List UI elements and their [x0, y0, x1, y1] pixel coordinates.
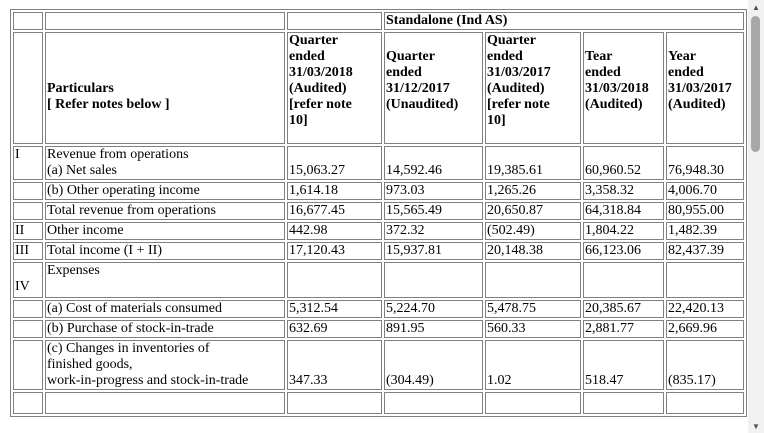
row-number: II	[13, 222, 43, 240]
value-cell: 17,120.43	[287, 242, 382, 260]
value-cell: 1,804.22	[583, 222, 664, 240]
value-cell: 5,478.75	[485, 300, 581, 318]
row-label: (a) Cost of materials consumed	[45, 300, 285, 318]
value-cell: 632.69	[287, 320, 382, 338]
row-label: Total income (I + II)	[45, 242, 285, 260]
value-cell: 19,385.61	[485, 146, 581, 180]
row-number: III	[13, 242, 43, 260]
value-cell	[287, 392, 382, 414]
value-cell: 3,358.32	[583, 182, 664, 200]
row-label: (c) Changes in inventories of finished goods, work-in-progress and stock-in-trade	[45, 340, 285, 390]
table-row	[13, 340, 744, 390]
column-header: Year ended 31/03/2017 (Audited)	[666, 32, 744, 144]
value-cell: 5,312.54	[287, 300, 382, 318]
value-cell: 20,385.67	[583, 300, 664, 318]
row-number	[13, 392, 43, 414]
value-cell: 891.95	[384, 320, 483, 338]
value-cell: 20,650.87	[485, 202, 581, 220]
value-cell: 82,437.39	[666, 242, 744, 260]
table-row	[13, 222, 744, 240]
particulars-header: Particulars [ Refer notes below ]	[45, 32, 285, 144]
value-cell	[287, 262, 382, 298]
column-header: Quarter ended 31/03/2017 (Audited) [refer note 10]	[485, 32, 581, 144]
header-group-row	[13, 12, 744, 30]
value-cell: 1.02	[485, 340, 581, 390]
value-cell	[485, 262, 581, 298]
row-number: I	[13, 146, 43, 180]
value-cell	[666, 262, 744, 298]
value-cell: 1,482.39	[666, 222, 744, 240]
row-label: Other income	[45, 222, 285, 240]
group-header: Standalone (Ind AS)	[384, 12, 744, 30]
value-cell: 347.33	[287, 340, 382, 390]
row-label: Expenses	[45, 262, 285, 298]
table-row	[13, 320, 744, 338]
value-cell: 518.47	[583, 340, 664, 390]
vertical-scrollbar[interactable]	[748, 0, 764, 433]
table-row	[13, 242, 744, 260]
row-number	[13, 320, 43, 338]
row-label: (b) Purchase of stock-in-trade	[45, 320, 285, 338]
value-cell: 1,614.18	[287, 182, 382, 200]
row-label: (b) Other operating income	[45, 182, 285, 200]
value-cell: 76,948.30	[666, 146, 744, 180]
table-row	[13, 202, 744, 220]
value-cell: 20,148.38	[485, 242, 581, 260]
table-row	[13, 300, 744, 318]
row-number	[13, 340, 43, 390]
row-number	[13, 300, 43, 318]
scroll-up-icon[interactable]: ▲	[752, 2, 760, 12]
column-header: Quarter ended 31/03/2018 (Audited) [refer note 10]	[287, 32, 382, 144]
value-cell: 16,677.45	[287, 202, 382, 220]
value-cell: 66,123.06	[583, 242, 664, 260]
column-header: Tear ended 31/03/2018 (Audited)	[583, 32, 664, 144]
row-label: Revenue from operations (a) Net sales	[45, 146, 285, 180]
value-cell: 80,955.00	[666, 202, 744, 220]
value-cell	[384, 392, 483, 414]
value-cell: (304.49)	[384, 340, 483, 390]
table-row	[13, 146, 744, 180]
value-cell: 372.32	[384, 222, 483, 240]
scrollbar-thumb[interactable]	[751, 16, 760, 152]
value-cell: 973.03	[384, 182, 483, 200]
row-label	[45, 392, 285, 414]
value-cell: 5,224.70	[384, 300, 483, 318]
value-cell: 15,937.81	[384, 242, 483, 260]
column-header: Quarter ended 31/12/2017 (Unaudited)	[384, 32, 483, 144]
row-number: IV	[13, 262, 43, 298]
value-cell: 1,265.26	[485, 182, 581, 200]
blank-cell	[287, 12, 382, 30]
financial-results-table	[10, 9, 747, 417]
row-number	[13, 182, 43, 200]
blank-cell	[13, 12, 43, 30]
value-cell: 64,318.84	[583, 202, 664, 220]
value-cell: 60,960.52	[583, 146, 664, 180]
value-cell: (502.49)	[485, 222, 581, 240]
value-cell	[384, 262, 483, 298]
value-cell: 442.98	[287, 222, 382, 240]
value-cell: 15,565.49	[384, 202, 483, 220]
value-cell	[666, 392, 744, 414]
row-number	[13, 202, 43, 220]
table-row	[13, 182, 744, 200]
table-row	[13, 392, 744, 414]
value-cell	[583, 392, 664, 414]
scroll-down-icon[interactable]: ▼	[752, 421, 760, 431]
table-row	[13, 262, 744, 298]
value-cell: 14,592.46	[384, 146, 483, 180]
row-label: Total revenue from operations	[45, 202, 285, 220]
blank-cell	[13, 32, 43, 144]
value-cell	[583, 262, 664, 298]
value-cell: 22,420.13	[666, 300, 744, 318]
value-cell: 560.33	[485, 320, 581, 338]
value-cell: (835.17)	[666, 340, 744, 390]
value-cell	[485, 392, 581, 414]
blank-cell	[45, 12, 285, 30]
value-cell: 15,063.27	[287, 146, 382, 180]
value-cell: 2,669.96	[666, 320, 744, 338]
header-row	[13, 32, 744, 144]
value-cell: 4,006.70	[666, 182, 744, 200]
value-cell: 2,881.77	[583, 320, 664, 338]
